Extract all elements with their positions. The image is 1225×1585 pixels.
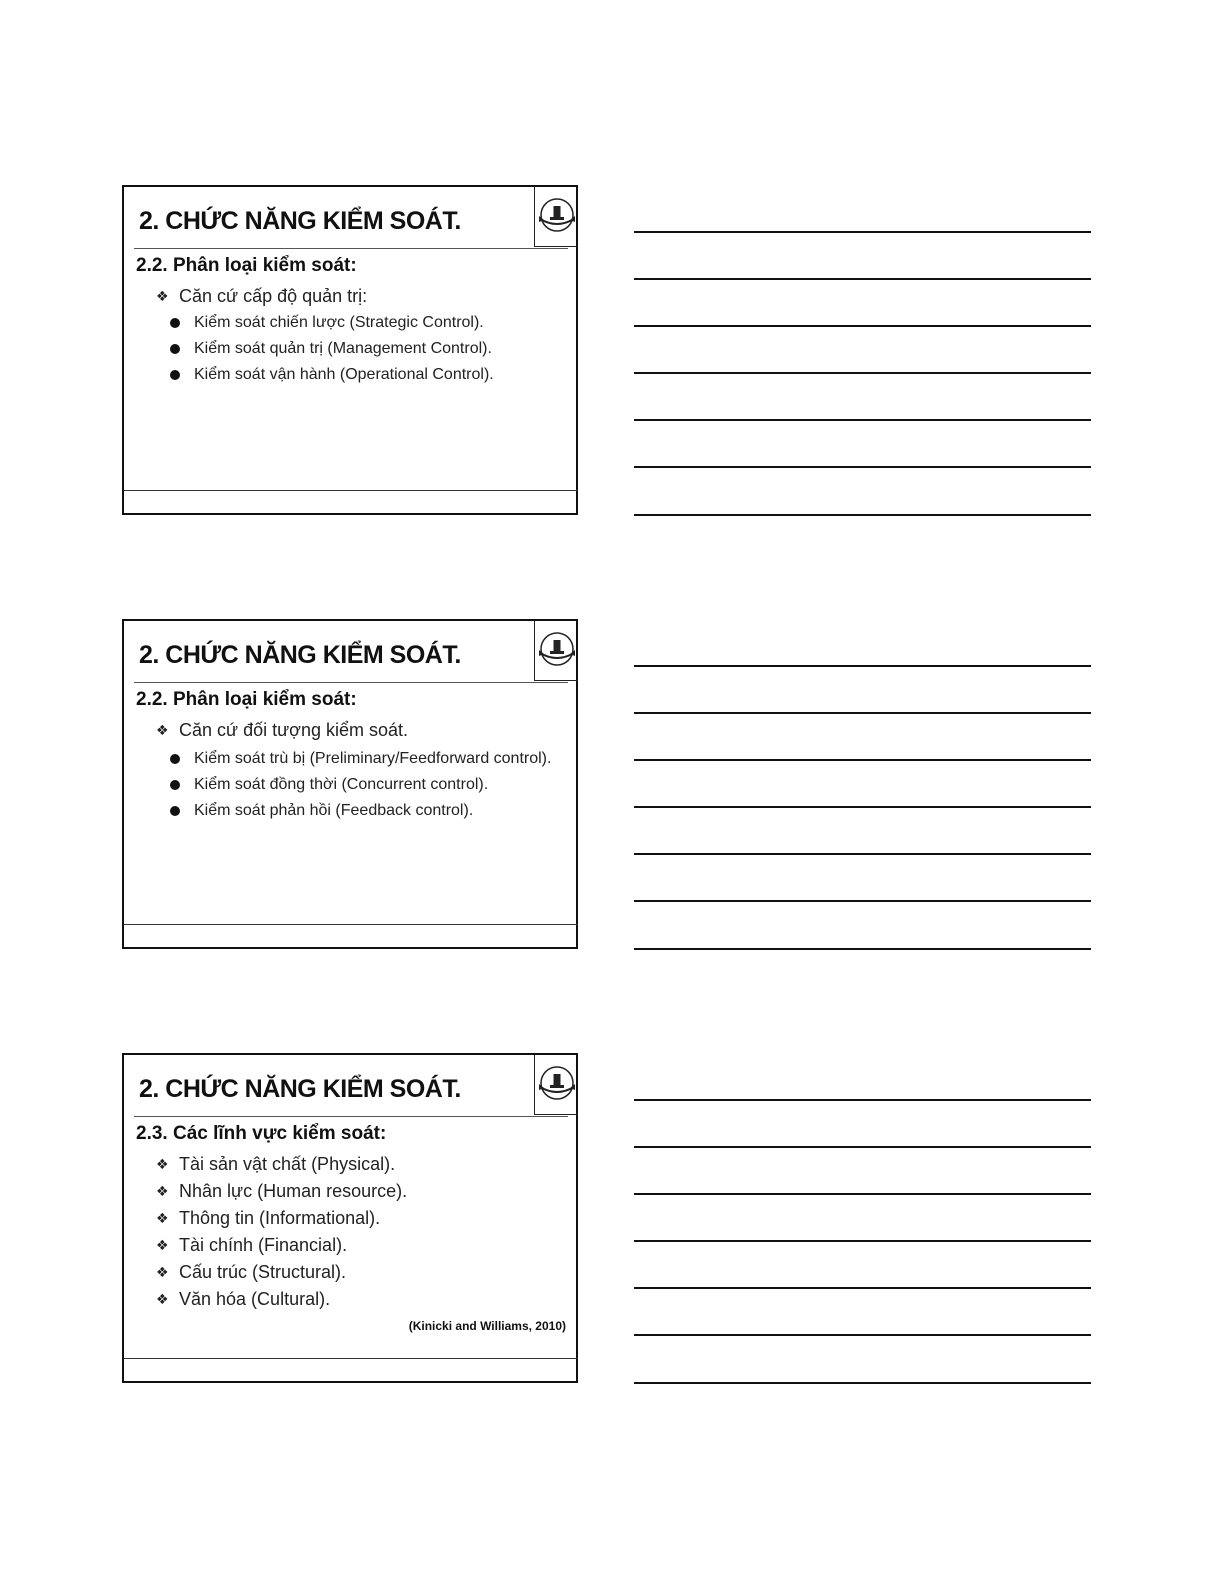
diamond-bullet-icon: ❖	[156, 288, 169, 304]
logo-box	[534, 187, 578, 247]
note-line	[634, 466, 1091, 468]
slide-title: 2. CHỨC NĂNG KIỂM SOÁT.	[139, 207, 461, 235]
list-item: ❖ Văn hóa (Cultural).	[136, 1286, 566, 1313]
note-line	[634, 514, 1091, 516]
section-heading: 2.2. Phân loại kiểm soát:	[136, 689, 357, 710]
round-bullet-icon	[170, 370, 180, 380]
header-rule	[134, 1116, 568, 1117]
note-line	[634, 1334, 1091, 1336]
note-line	[634, 665, 1091, 667]
slide-title: 2. CHỨC NĂNG KIỂM SOÁT.	[139, 641, 461, 669]
note-line	[634, 948, 1091, 950]
diamond-bullet-icon: ❖	[156, 1156, 169, 1172]
round-bullet-icon	[170, 318, 180, 328]
note-line	[634, 853, 1091, 855]
university-seal-icon	[537, 629, 577, 669]
note-line	[634, 325, 1091, 327]
note-line	[634, 806, 1091, 808]
round-bullet-icon	[170, 754, 180, 764]
note-line	[634, 1287, 1091, 1289]
citation: (Kinicki and Williams, 2010)	[408, 1319, 566, 1333]
list-item: ❖ Căn cứ cấp độ quản trị:	[136, 283, 566, 310]
list-item: Kiểm soát vận hành (Operational Control).	[136, 362, 566, 388]
diamond-bullet-icon: ❖	[156, 1264, 169, 1280]
note-line	[634, 419, 1091, 421]
list-item: Kiểm soát trù bị (Preliminary/Feedforward control).	[136, 748, 566, 770]
note-line	[634, 900, 1091, 902]
list-item: ❖ Cấu trúc (Structural).	[136, 1259, 566, 1286]
section-heading: 2.2. Phân loại kiểm soát:	[136, 255, 357, 276]
round-bullet-icon	[170, 780, 180, 790]
slide-body	[136, 689, 566, 824]
diamond-bullet-icon: ❖	[156, 1291, 169, 1307]
list-item: Kiểm soát quản trị (Management Control).	[136, 336, 566, 362]
list-item: ❖ Căn cứ đối tượng kiểm soát.	[136, 717, 566, 744]
footer-rule	[124, 490, 578, 491]
note-line	[634, 372, 1091, 374]
slide-title: 2. CHỨC NĂNG KIỂM SOÁT.	[139, 1075, 461, 1103]
note-line	[634, 1146, 1091, 1148]
note-line	[634, 231, 1091, 233]
footer-rule	[124, 924, 578, 925]
header-rule	[134, 248, 568, 249]
slide-3	[122, 1053, 578, 1383]
list-item: ❖ Nhân lực (Human resource).	[136, 1178, 566, 1205]
section-heading: 2.3. Các lĩnh vực kiểm soát:	[136, 1123, 387, 1144]
note-line	[634, 759, 1091, 761]
diamond-bullet-icon: ❖	[156, 1183, 169, 1199]
university-seal-icon	[537, 195, 577, 235]
note-line	[634, 1382, 1091, 1384]
round-bullet-icon	[170, 806, 180, 816]
note-line	[634, 712, 1091, 714]
footer-rule	[124, 1358, 578, 1359]
university-seal-icon	[537, 1063, 577, 1103]
note-line	[634, 1240, 1091, 1242]
header-rule	[134, 682, 568, 683]
slide-body	[136, 255, 566, 388]
list-item: Kiểm soát đồng thời (Concurrent control).	[136, 772, 566, 798]
logo-box	[534, 621, 578, 681]
note-line	[634, 1193, 1091, 1195]
slide-1	[122, 185, 578, 515]
diamond-bullet-icon: ❖	[156, 722, 169, 738]
list-item: Kiểm soát chiến lược (Strategic Control).	[136, 310, 566, 336]
list-item: ❖ Tài sản vật chất (Physical).	[136, 1151, 566, 1178]
diamond-bullet-icon: ❖	[156, 1237, 169, 1253]
round-bullet-icon	[170, 344, 180, 354]
slide-header	[124, 621, 578, 683]
note-line	[634, 278, 1091, 280]
logo-box	[534, 1055, 578, 1115]
slide-body	[136, 1123, 566, 1333]
note-line	[634, 1099, 1091, 1101]
slide-2	[122, 619, 578, 949]
slide-header	[124, 1055, 578, 1117]
list-item: ❖ Tài chính (Financial).	[136, 1232, 566, 1259]
list-item: ❖ Thông tin (Informational).	[136, 1205, 566, 1232]
slide-header	[124, 187, 578, 249]
list-item: Kiểm soát phản hồi (Feedback control).	[136, 798, 566, 824]
diamond-bullet-icon: ❖	[156, 1210, 169, 1226]
